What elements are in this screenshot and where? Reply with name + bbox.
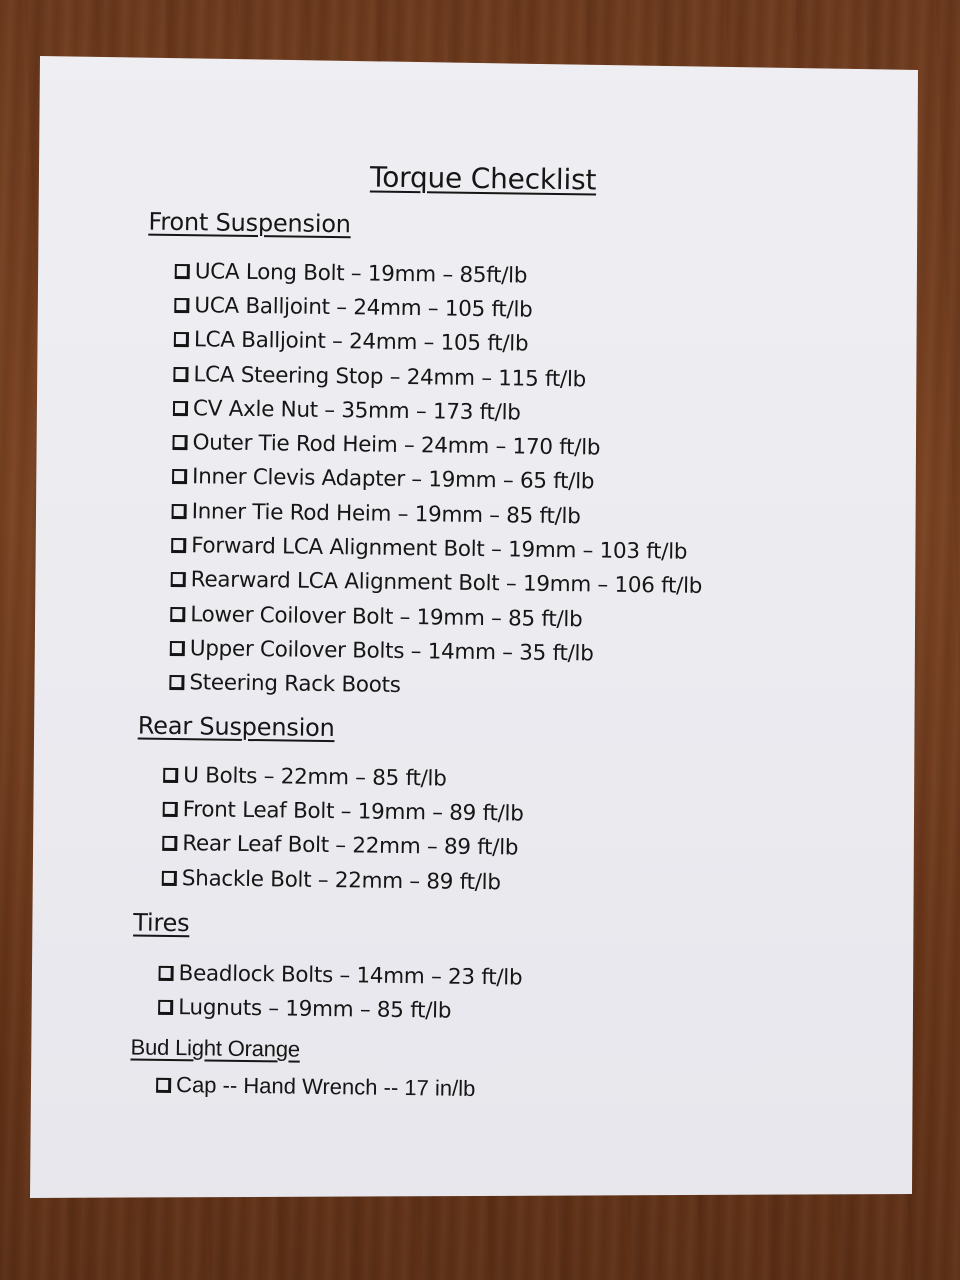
item-label: UCA Balljoint – 24mm – 105 ft/lb: [194, 293, 533, 323]
section-heading-bud-light-orange: Bud Light Orange: [130, 1034, 301, 1062]
list-item[interactable]: [162, 861, 523, 900]
list-item[interactable]: [162, 826, 523, 865]
section-heading-rear-suspension: Rear Suspension: [137, 711, 335, 743]
item-label: UCA Long Bolt – 19mm – 85ft/lb: [194, 258, 528, 289]
list-item[interactable]: [163, 758, 524, 797]
checkbox-icon[interactable]: [172, 469, 187, 484]
page-title: Torque Checklist: [369, 160, 597, 197]
checkbox-icon[interactable]: [173, 401, 188, 416]
item-label: Beadlock Bolts – 14mm – 23 ft/lb: [178, 960, 523, 991]
list-item[interactable]: [163, 792, 524, 831]
checkbox-icon[interactable]: [173, 366, 188, 381]
item-label: U Bolts – 22mm – 85 ft/lb: [183, 762, 447, 792]
item-label: LCA Steering Stop – 24mm – 115 ft/lb: [193, 361, 587, 392]
item-label: CV Axle Nut – 35mm – 173 ft/lb: [192, 396, 521, 426]
tires-list: [158, 956, 523, 1029]
checkbox-icon[interactable]: [163, 802, 178, 817]
checkbox-icon[interactable]: [174, 332, 189, 347]
checkbox-icon[interactable]: [156, 1077, 171, 1092]
item-label: LCA Balljoint – 24mm – 105 ft/lb: [193, 327, 529, 357]
section-heading-tires: Tires: [133, 908, 190, 938]
bud-light-orange-list: [156, 1068, 476, 1106]
section-heading-front-suspension: Front Suspension: [148, 207, 351, 239]
item-label: Lower Coilover Bolt – 19mm – 85 ft/lb: [190, 601, 583, 632]
checkbox-icon[interactable]: [172, 435, 187, 450]
list-item[interactable]: [156, 1068, 476, 1106]
item-label: Inner Tie Rod Heim – 19mm – 85 ft/lb: [191, 498, 581, 530]
list-item[interactable]: [169, 666, 701, 707]
checkbox-icon[interactable]: [175, 264, 190, 279]
checkbox-icon[interactable]: [170, 607, 185, 622]
checkbox-icon[interactable]: [171, 572, 186, 587]
item-label: Inner Clevis Adapter – 19mm – 65 ft/lb: [191, 464, 595, 495]
item-label: Shackle Bolt – 22mm – 89 ft/lb: [181, 865, 501, 895]
item-label: Rear Leaf Bolt – 22mm – 89 ft/lb: [182, 831, 519, 861]
checkbox-icon[interactable]: [162, 836, 177, 851]
checkbox-icon[interactable]: [171, 538, 186, 553]
checkbox-icon[interactable]: [174, 298, 189, 313]
item-label: Upper Coilover Bolts – 14mm – 35 ft/lb: [189, 636, 594, 667]
checkbox-icon[interactable]: [172, 504, 187, 519]
checkbox-icon[interactable]: [162, 870, 177, 885]
checkbox-icon[interactable]: [170, 641, 185, 656]
item-label: Front Leaf Bolt – 19mm – 89 ft/lb: [182, 797, 524, 827]
item-label: Outer Tie Rod Heim – 24mm – 170 ft/lb: [192, 430, 601, 461]
item-label: Forward LCA Alignment Bolt – 19mm – 103 ft/lb: [191, 533, 688, 565]
front-suspension-list: [169, 254, 706, 707]
checkbox-icon[interactable]: [163, 768, 178, 783]
checkbox-icon[interactable]: [169, 675, 184, 690]
checkbox-icon[interactable]: [159, 965, 174, 980]
item-label: Rearward LCA Alignment Bolt – 19mm – 106 ft/lb: [190, 567, 703, 600]
item-label: Steering Rack Boots: [189, 670, 401, 699]
list-item[interactable]: [158, 990, 522, 1029]
list-item[interactable]: [158, 956, 522, 995]
item-label: Cap -- Hand Wrench -- 17 in/lb: [175, 1072, 476, 1102]
item-label: Lugnuts – 19mm – 85 ft/lb: [177, 995, 452, 1024]
checkbox-icon[interactable]: [158, 1000, 173, 1015]
rear-suspension-list: [162, 758, 525, 900]
